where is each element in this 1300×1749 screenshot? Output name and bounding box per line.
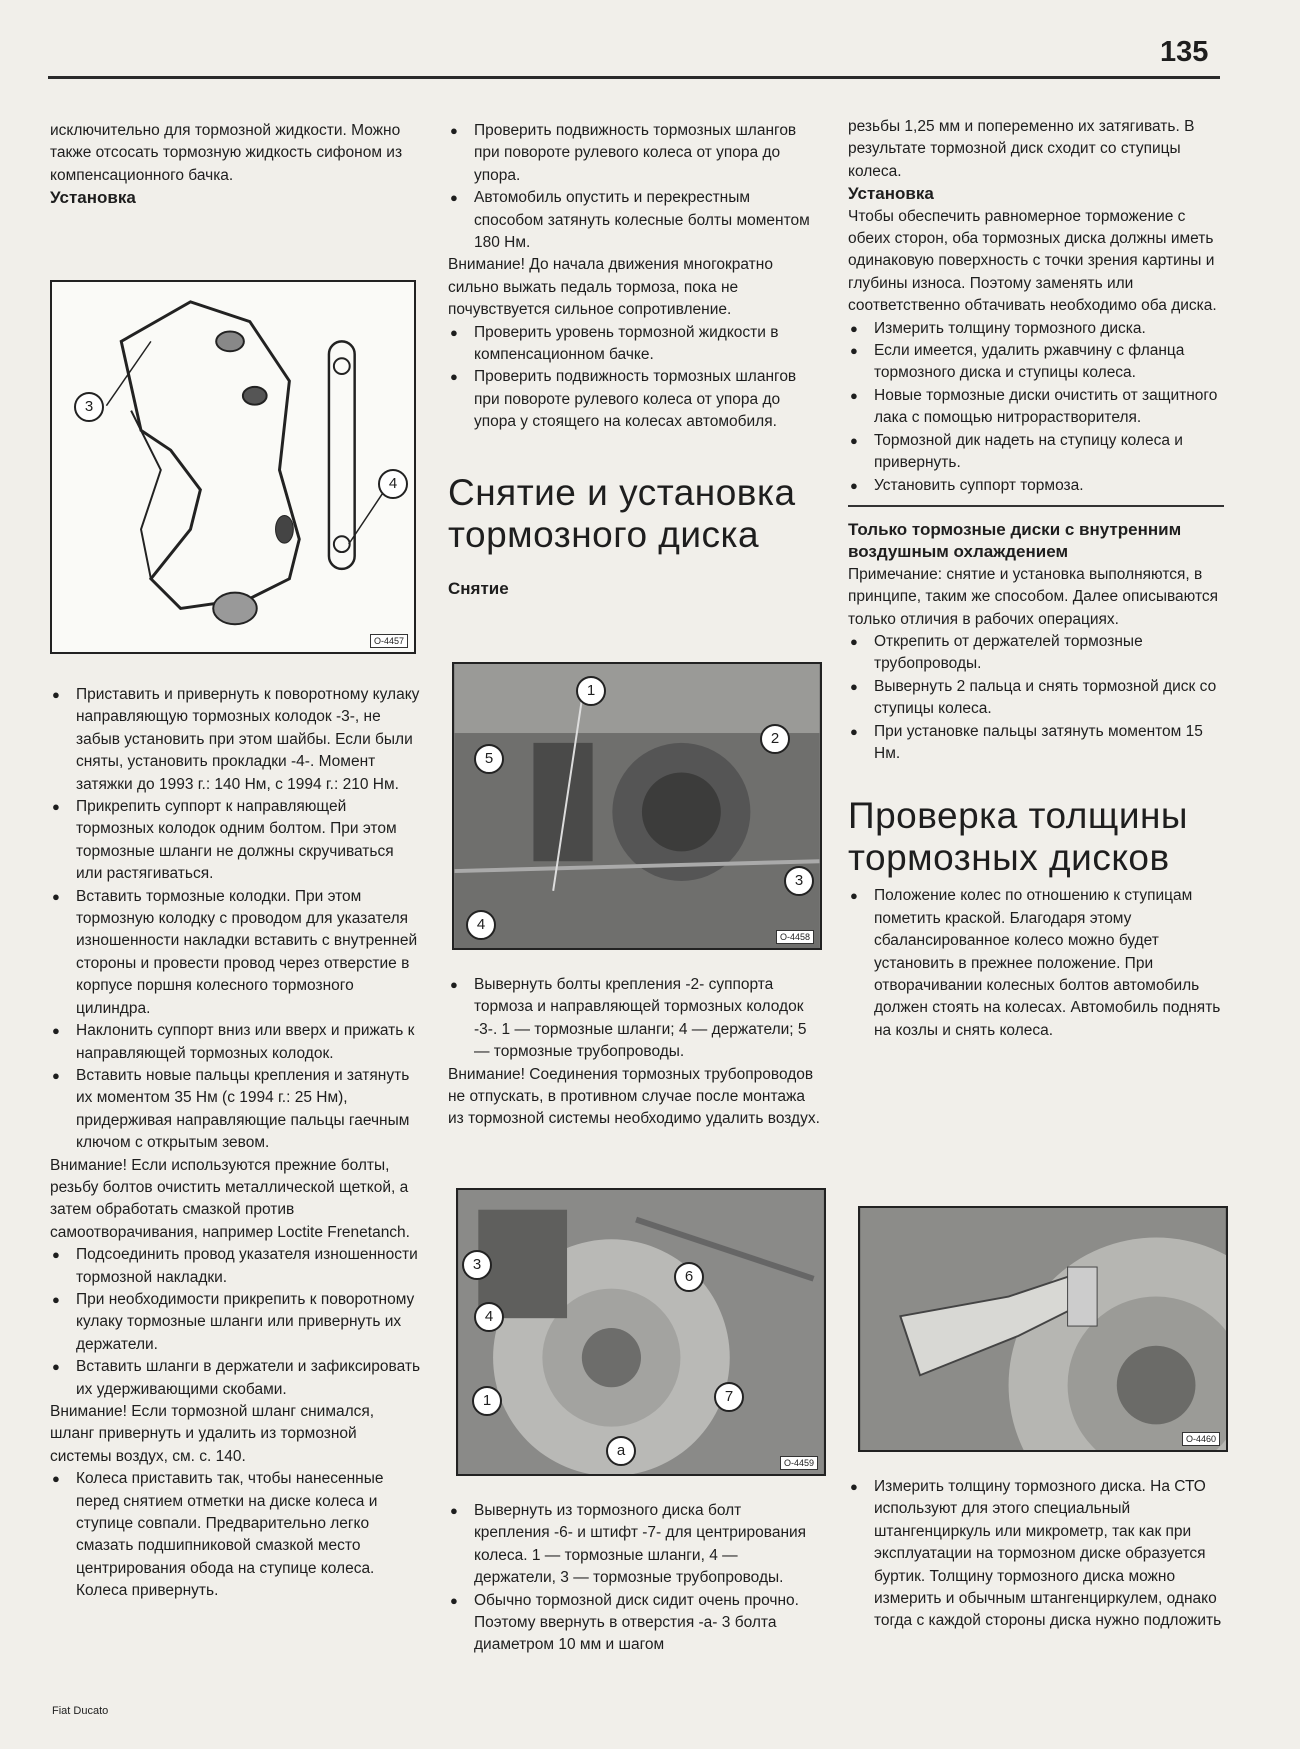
column-1-lower (50, 684, 422, 1603)
col2-note: Внимание! До начала движения многократно сильно выжать педаль тормоза, пока не почувствуется сильное сопротивление. (448, 256, 773, 319)
photo-measurement-drawing (860, 1208, 1226, 1450)
list-item: ● При необходимости прикрепить к поворотному кулаку тормозные шланги или привернуть их держатели. (50, 1289, 422, 1356)
list-item: ● При установке пальцы затянуть моментом 15 Нм. (848, 721, 1224, 766)
list-item: ● Вывернуть 2 пальца и снять тормозной диск со ступицы колеса. (848, 676, 1224, 721)
section-divider (848, 505, 1224, 507)
col2-subheading: Снятие (448, 578, 509, 598)
callout-1: 1 (472, 1386, 502, 1416)
list-item: ● Если имеется, удалить ржавчину с фланца тормозного диска и ступицы колеса. (848, 340, 1224, 385)
header-rule (48, 76, 1220, 79)
list-item: ● Обычно тормозной диск сидит очень прочно. Поэтому ввернуть в отверстия -а- 3 болта диаметром 10 мм и шагом (448, 1590, 820, 1657)
col1-subheading: Установка (50, 188, 136, 208)
list-item: ● Установить суппорт тормоза. (848, 475, 1224, 497)
col3-note: Примечание: снятие и установка выполняются, в принципе, таким же способом. Далее описываются только отличия в рабочих операциях. (848, 565, 1219, 628)
figure-code: O-4457 (370, 634, 408, 648)
list-item: ● Вывернуть из тормозного диска болт крепления -6- и штифт -7- для центрирования колеса. 1 — тормозные шланги, 4 — держатели, 3 — тормозные трубопроводы. (448, 1500, 820, 1590)
list-item: ● Прикрепить суппорт к направляющей тормозных колодок одним болтом. При этом тормозные шланги не должны скручиваться или растягиваться. (50, 796, 422, 886)
callout-1: 1 (576, 676, 606, 706)
callout-7: 7 (714, 1382, 744, 1412)
photo-code: O-4460 (1182, 1432, 1220, 1446)
col3-subheading2: Только тормозные диски с внутренним воздушным охлаждением (848, 519, 1182, 562)
callout-4: 4 (378, 469, 408, 499)
photo-code: O-4459 (780, 1456, 818, 1470)
list-item: ● Положение колес по отношению к ступицам пометить краской. Благодаря этому сбалансированное колесо можно будет установить в прежнее положение. При отворачивании колесных болтов автомобиль должен стоять на колесах. Автомобиль поднять на козлы и снять колеса. (848, 885, 1224, 1042)
callout-3: 3 (462, 1250, 492, 1280)
callout-4: 4 (474, 1302, 504, 1332)
photo-disc-removal (456, 1188, 826, 1476)
photo-disc-drawing (458, 1190, 824, 1474)
photo-caliper-removal (452, 662, 822, 950)
list-item: ● Открепить от держателей тормозные трубопроводы. (848, 631, 1224, 676)
list-item: ● Проверить подвижность тормозных шлангов при повороте рулевого колеса от упора до упора. (448, 120, 820, 187)
col1-note: Внимание! Если используются прежние болты, резьбу болтов очистить металлической щеткой, а затем обработать смазкой против самоотворачивания, например Loctite Frenetanch. (50, 1156, 410, 1241)
list-item: ● Новые тормозные диски очистить от защитного лака с помощью нитрорастворителя. (848, 385, 1224, 430)
callout-2: 2 (760, 724, 790, 754)
column-1 (50, 120, 422, 210)
list-item: ● Вывернуть болты крепления -2- суппорта тормоза и направляющей тормозных колодок -3-. 1 — тормозные шланги; 4 — держатели; 5 — тормозные трубопроводы. (448, 974, 820, 1064)
photo-caliper-drawing (454, 664, 820, 948)
list-item: ● Вставить новые пальцы крепления и затянуть их моментом 35 Нм (с 1994 г.: 25 Нм), придерживая направляющие пальцы гаечным ключом с открытым зевом. (50, 1065, 422, 1155)
list-item: ● Измерить толщину тормозного диска. На СТО используют для этого специальный штангенциркуль или микрометр, так как при эксплуатации на тормозном диске образуется буртик. Толщину тормозного диска можно измерить и обычным штангенциркулем, однако тогда с каждой стороны диска нужно подложить (848, 1476, 1224, 1633)
list-item: ● Колеса приставить так, чтобы нанесенные перед снятием отметки на диске колеса и ступице совпали. Предварительно легко смазать подшипниковой смазкой место центрирования обода на ступице колеса. Колеса привернуть. (50, 1468, 422, 1602)
footer-book-title: Fiat Ducato (52, 1705, 109, 1717)
list-item: ● Тормозной дик надеть на ступицу колеса и привернуть. (848, 430, 1224, 475)
list-item: ● Проверить уровень тормозной жидкости в компенсационном бачке. (448, 322, 820, 367)
list-item: ● Наклонить суппорт вниз или вверх и прижать к направляющей тормозных колодок. (50, 1020, 422, 1065)
callout-5: 5 (474, 744, 504, 774)
section-heading-disc: Снятие и установка тормозного диска (448, 471, 796, 555)
callout-a: a (606, 1436, 636, 1466)
page-number: 135 (1160, 36, 1209, 68)
list-item: ● Вставить тормозные колодки. При этом тормозную колодку с проводом для указателя изношенности накладки вставить с внутренней стороны и провести провод через отверстие в корпусе поршня колесного тормозного цилиндра. (50, 886, 422, 1020)
list-item: ● Измерить толщину тормозного диска. (848, 318, 1224, 340)
col2-note2: Внимание! Соединения тормозных трубопроводов не отпускать, в противном случае после монтажа из тормозной системы необходимо удалить воздух. (448, 1065, 820, 1128)
caliper-bracket-drawing (52, 282, 414, 652)
col3-top-text: резьбы 1,25 мм и попеременно их затягивать. В результате тормозной диск сходит со ступицы колеса. (848, 118, 1195, 180)
caliper-bracket-figure (50, 280, 416, 654)
col1-top-text: исключительно для тормозной жидкости. Можно также отсосать тормозную жидкость сифоном из компенсационного бачка. (50, 122, 403, 184)
column-3-lower (848, 1476, 1224, 1633)
col3-text: Чтобы обеспечить равномерное торможение с обеих сторон, оба тормозных диска должны иметь одинаковую поверхность с точки зрения картины и глубины износа. Поэтому заменять или соответственно обтачивать необходимо оба диска. (848, 207, 1217, 315)
column-2-middle (448, 974, 820, 1131)
callout-3: 3 (74, 392, 104, 422)
column-3 (848, 116, 1224, 1042)
column-2 (448, 120, 820, 600)
photo-disc-measurement (858, 1206, 1228, 1452)
callout-3: 3 (784, 866, 814, 896)
col3-subheading: Установка (848, 184, 934, 204)
list-item: ● Подсоединить провод указателя изношенности тормозной накладки. (50, 1244, 422, 1289)
list-item: ● Вставить шланги в держатели и зафиксировать их удерживающими скобами. (50, 1356, 422, 1401)
photo-code: O-4458 (776, 930, 814, 944)
callout-6: 6 (674, 1262, 704, 1292)
callout-4: 4 (466, 910, 496, 940)
col1-note2: Внимание! Если тормозной шланг снимался, шланг привернуть и удалить из тормозной системы воздух, см. с. 140. (50, 1403, 375, 1465)
list-item: ● Проверить подвижность тормозных шлангов при повороте рулевого колеса от упора до упора у стоящего на колесах автомобиля. (448, 366, 820, 433)
section-heading-thickness: Проверка толщины тормозных дисков (848, 795, 1189, 879)
column-2-lower (448, 1500, 820, 1657)
list-item: ● Автомобиль опустить и перекрестным способом затянуть колесные болты моментом 180 Нм. (448, 187, 820, 254)
list-item: ● Приставить и привернуть к поворотному кулаку направляющую тормозных колодок -3-, не забыв установить при этом шайбы. Если были сняты, установить прокладки -4-. Момент затяжки до 1993 г.: 140 Нм, с 1994 г.: 210 Нм. (50, 684, 422, 796)
